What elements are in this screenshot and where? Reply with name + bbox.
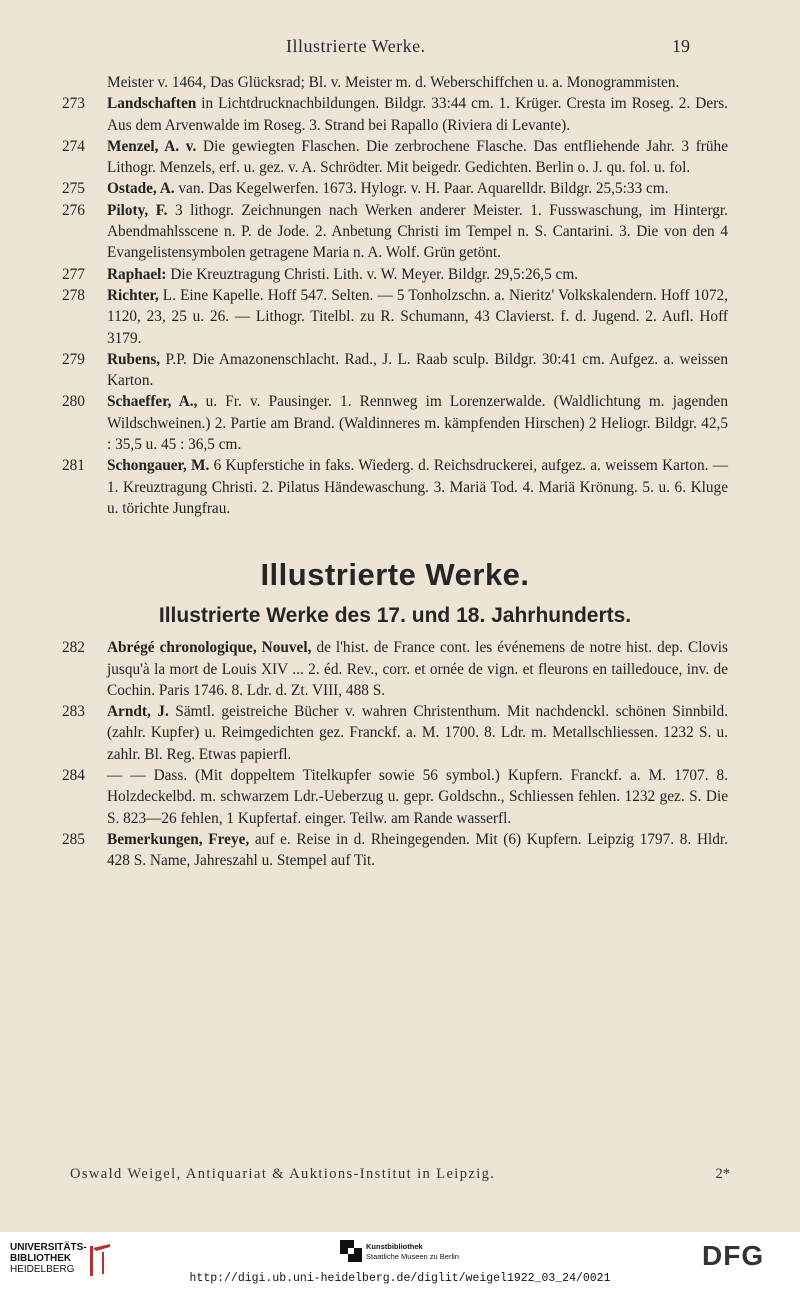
entry-body — [107, 829, 728, 872]
kb-logo-text — [366, 1242, 459, 1262]
entry-name: Schaeffer, A., — [107, 393, 198, 411]
entry-description: 6 Kupferstiche in faks. Wiederg. d. Reichsdruckerei, aufgez. a. weissem Karton. — 1. Kreuztragung Christi. 2. Pilatus Händewaschung. 3. Mariä Tod. 4. Mariä Krönung. 5. u. 6. Kluge u. törichte Jungfrau. — [107, 457, 728, 517]
publisher-name: Oswald Weigel, Antiquariat & Auktions-Institut in Leipzig. — [70, 1166, 496, 1182]
entry-body — [107, 200, 728, 264]
entry-description: L. Eine Kapelle. Hoff 547. Selten. — 5 Tonholzschn. a. Nieritz' Volkskalendern. Hoff 1072, 1120, 23, 25 u. 26. — Lithogr. Titelbl. zu R. Schumann, 43 Clavierst. f. d. Jugend. 2. Aufl. Hoff 3179. — [107, 286, 728, 347]
kunstbibliothek-mark-icon — [340, 1240, 362, 1264]
entry-name: Menzel, A. v. — [107, 137, 197, 155]
ub-line-1: UNIVERSITÄTS- — [10, 1242, 87, 1253]
entry-description: in Lichtdrucknachbildungen. Bildgr. 33:44 cm. 1. Krüger. Cresta im Roseg. 2. Ders. Aus dem Arvenwalde im Roseg. 3. Strand bei Rapallo (Riviera di Levante). — [107, 95, 728, 134]
entry-body — [107, 765, 728, 829]
entry-description: van. Das Kegelwerfen. 1673. Hylogr. v. H. Paar. Aquarelldr. Bildgr. 25,5:33 cm. — [174, 180, 669, 198]
entry-number: 281 — [62, 457, 85, 475]
catalogue-entry — [62, 829, 728, 872]
entry-body — [107, 178, 728, 199]
section-title: Illustrierte Werke. — [260, 557, 530, 593]
catalogue-entry — [62, 136, 728, 179]
catalogue-entry — [62, 455, 728, 519]
page-number: 19 — [672, 36, 690, 56]
entry-name: Rubens, — [107, 350, 161, 368]
dfg-logo[interactable]: DFG — [702, 1240, 765, 1271]
entry-name: Landschaften — [107, 95, 197, 113]
entry-name: Ostade, A. — [107, 180, 175, 198]
entry-number: 274 — [62, 137, 85, 155]
entry-body — [107, 637, 728, 701]
entry-body — [107, 136, 728, 179]
entry-name: Bemerkungen, Freye, — [107, 830, 250, 848]
entry-number: 284 — [62, 767, 85, 785]
catalogue-entry — [62, 285, 728, 349]
entry-body — [107, 349, 728, 392]
kb-line-1: Kunstbibliothek — [366, 1242, 423, 1251]
entry-number: 277 — [62, 265, 85, 283]
catalogue-entry — [62, 264, 728, 285]
catalogue-entry — [62, 178, 728, 199]
entry-description: auf e. Reise in d. Rheingegenden. Mit (6) Kupfern. Leipzig 1797. 8. Hldr. 428 S. Name, Jahreszahl u. Stempel auf Tit. — [107, 830, 728, 870]
entry-number: 273 — [62, 95, 85, 113]
entries-list-1 — [62, 93, 728, 519]
catalogue-entry — [62, 701, 728, 765]
entry-name: Abrégé chronologique, Nouvel, — [107, 639, 312, 657]
kb-line-2: Staatliche Museen zu Berlin — [366, 1252, 459, 1261]
entry-body — [107, 391, 728, 455]
running-header — [0, 36, 800, 58]
kunstbibliothek-logo[interactable] — [340, 1240, 500, 1270]
entry-name: Piloty, F. — [107, 201, 168, 219]
entry-number: 282 — [62, 639, 85, 657]
entry-number: 279 — [62, 350, 85, 368]
entry-body — [107, 455, 728, 519]
entry-description: Sämtl. geistreiche Bücher v. wahren Christenthum. Mit nachdenckl. schönen Sinnbild. (zahlr. Kupfer) u. Reimgedichten gez. Franckf. a. M. 1700. 8. Ldr. m. Metallschliessen. 1232 S. u. zahlr. Bl. Reg. Etwas papierfl. — [107, 703, 728, 763]
catalogue-entry — [62, 391, 728, 455]
ub-logo-text — [10, 1242, 87, 1275]
catalogue-text — [62, 72, 728, 872]
continued-entry-text: Meister v. 1464, Das Glücksrad; Bl. v. Meister m. d. Weberschiffchen u. a. Monogrammisten. — [107, 74, 680, 91]
entry-name: Richter, — [107, 286, 159, 304]
catalogue-entry — [62, 93, 728, 136]
entry-number: 285 — [62, 830, 85, 848]
entry-description: — — Dass. (Mit doppeltem Titelkupfer sowie 56 symbol.) Kupfern. Franckf. a. M. 1707. 8. Holzdeckelbd. m. schwarzem Ldr.-Ueberzug u. gepr. Goldschn., Schliessen fehlen. 1232 gez. S. Die S. 823—26 fehlen, 1 Kupfertaf. einger. Teilw. am Rande wasserfl. — [107, 767, 728, 827]
ub-line-2: BIBLIOTHEK — [10, 1253, 72, 1264]
source-url[interactable]: http://digi.ub.uni-heidelberg.de/diglit/weigel1922_03_24/0021 — [189, 1272, 611, 1285]
entry-description: P.P. Die Amazonenschlacht. Rad., J. L. Raab sculp. Bildgr. 30:41 cm. Aufgez. a. weissen Karton. — [107, 350, 728, 390]
entry-name: Arndt, J. — [107, 703, 169, 721]
entries-list-2 — [62, 637, 728, 871]
signature-mark: 2* — [715, 1166, 730, 1182]
entry-body — [107, 93, 728, 136]
entry-description: u. Fr. v. Pausinger. 1. Rennweg im Lorenzerwalde. (Waldlichtung m. jagenden Wildschweinen.) 2. Partie am Brand. (Waldinneres m. kämpfenden Hirschen) 2 Heliogr. Bildgr. 42,5 : 35,5 u. 45 : 36,5 cm. — [107, 393, 728, 454]
publisher-footer — [70, 1166, 730, 1183]
entry-body — [107, 264, 728, 285]
catalogue-entry — [62, 349, 728, 392]
entry-number: 283 — [62, 703, 85, 721]
entry-number: 278 — [62, 286, 85, 304]
catalogue-entry — [62, 765, 728, 829]
entry-number: 275 — [62, 180, 85, 198]
entry-description: Die gewiegten Flaschen. Die zerbrochene Flasche. Das entfliehende Jahr. 3 frühe Lithogr. Menzels, erf. u. gez. v. A. Schrödter. Mit beigedr. Gedichten. Berlin o. J. qu. fol. u. fol. — [107, 137, 728, 177]
entry-description: de l'hist. de France cont. les événemens de notre hist. dep. Clovis jusqu'à la mort de Louis XIV ... 2. éd. Rev., corr. et ornée de vign. et fleurons en tailledouce, inv. de Cochin. Paris 1746. 8. Ldr. d. Zt. VIII, 488 S. — [107, 639, 728, 699]
entry-name: Raphael: — [107, 265, 167, 283]
entry-number: 276 — [62, 201, 85, 219]
running-title: Illustrierte Werke. — [286, 36, 426, 56]
entry-name: Schongauer, M. — [107, 457, 210, 475]
entry-number: 280 — [62, 393, 85, 411]
entry-body — [107, 285, 728, 349]
entry-body — [107, 701, 728, 765]
continued-entry — [62, 72, 728, 93]
ub-line-3: HEIDELBERG — [10, 1264, 75, 1275]
entry-description: Die Kreuztragung Christi. Lith. v. W. Meyer. Bildgr. 29,5:26,5 cm. — [166, 265, 579, 283]
catalogue-entry — [62, 200, 728, 264]
section-subtitle: Illustrierte Werke des 17. und 18. Jahrhunderts. — [158, 604, 632, 628]
catalogue-entry — [62, 637, 728, 701]
entry-description: 3 lithogr. Zeichnungen nach Werken anderer Meister. 1. Fusswaschung, im Hintergr. Abendmahlsscene n. P. de Jode. 2. Anbetung Christi im Tempel n. S. Cantarini. 3. Die von den 4 Evangelistensymbolen getragene Maria n. A. Wolf. Grün getönt. — [107, 201, 728, 262]
